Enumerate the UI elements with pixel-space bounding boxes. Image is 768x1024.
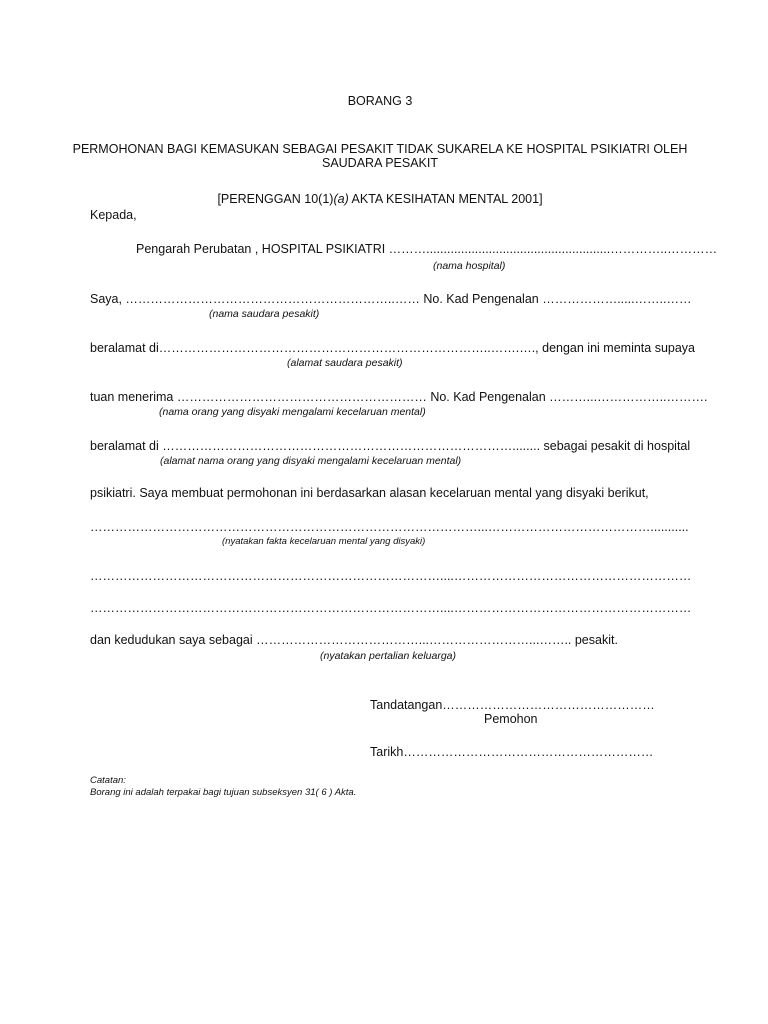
- legal-reference-suffix: AKTA KESIHATAN MENTAL 2001]: [348, 192, 543, 206]
- legal-reference: [0, 192, 760, 206]
- date-field[interactable]: Tarikh……………………………………………………: [370, 745, 654, 759]
- applicant-address-field[interactable]: beralamat di……………………………………………………………………..…….…., dengan ini meminta supaya: [90, 341, 695, 355]
- patient-address-field[interactable]: beralamat di …………………………………………………………………………........ sebagai pesakit di hospital: [90, 439, 691, 453]
- applicant-name-ic-field[interactable]: Saya, ………………………………………………………..…… No. Kad Pengenalan ……………….....……..……: [90, 292, 692, 306]
- facts-field-line-1[interactable]: …………………………………………………………………………………...…………………………………...........: [90, 520, 689, 534]
- form-title-line-1: PERMOHONAN BAGI KEMASUKAN SEBAGAI PESAKIT TIDAK SUKARELA KE HOSPITAL PSIKIATRI OLEH: [72, 142, 688, 156]
- legal-reference-paragraph: (a): [333, 192, 349, 206]
- facts-field-line-3[interactable]: …………………………………………………………………………....…………………………………………………: [90, 601, 692, 615]
- notes-label: Catatan:: [90, 775, 126, 786]
- hint-patient-address: (alamat nama orang yang disyaki mengalami kecelaruan mental): [160, 455, 462, 467]
- form-title-line-2: SAUDARA PESAKIT: [321, 156, 438, 170]
- applicant-label: Pemohon: [484, 712, 538, 726]
- salutation: Kepada,: [90, 208, 137, 222]
- hint-hospital-name: (nama hospital): [433, 260, 506, 272]
- legal-reference-prefix: [PERENGGAN 10(1): [217, 192, 334, 206]
- hint-relationship: (nyatakan pertalian keluarga): [320, 650, 456, 662]
- grounds-statement: psikiatri. Saya membuat permohonan ini berdasarkan alasan kecelaruan mental yang disyaki berikut,: [90, 486, 649, 500]
- addressee-hospital-field[interactable]: Pengarah Perubatan , HOSPITAL PSIKIATRI ……….....................................................…………..…………: [136, 242, 718, 256]
- hint-facts: (nyatakan fakta kecelaruan mental yang disyaki): [222, 536, 426, 547]
- hint-patient-name: (nama orang yang disyaki mengalami kecelaruan mental): [159, 406, 426, 418]
- signature-field[interactable]: Tandatangan……………………………………………: [370, 698, 655, 712]
- relationship-field[interactable]: dan kedudukan saya sebagai …………………………………...……………………...…….. pesakit.: [90, 633, 618, 647]
- form-number: BORANG 3: [347, 94, 413, 108]
- hint-applicant-address: (alamat saudara pesakit): [287, 357, 403, 369]
- facts-field-line-2[interactable]: …………………………………………………………………………....…………………………………………………: [90, 569, 692, 583]
- patient-name-ic-field[interactable]: tuan menerima …………………………………………………… No. Kad Pengenalan ………...……………..……….: [90, 390, 708, 404]
- notes-text: Borang ini adalah terpakai bagi tujuan subseksyen 31( 6 ) Akta.: [90, 787, 357, 798]
- hint-applicant-name: (nama saudara pesakit): [209, 308, 320, 320]
